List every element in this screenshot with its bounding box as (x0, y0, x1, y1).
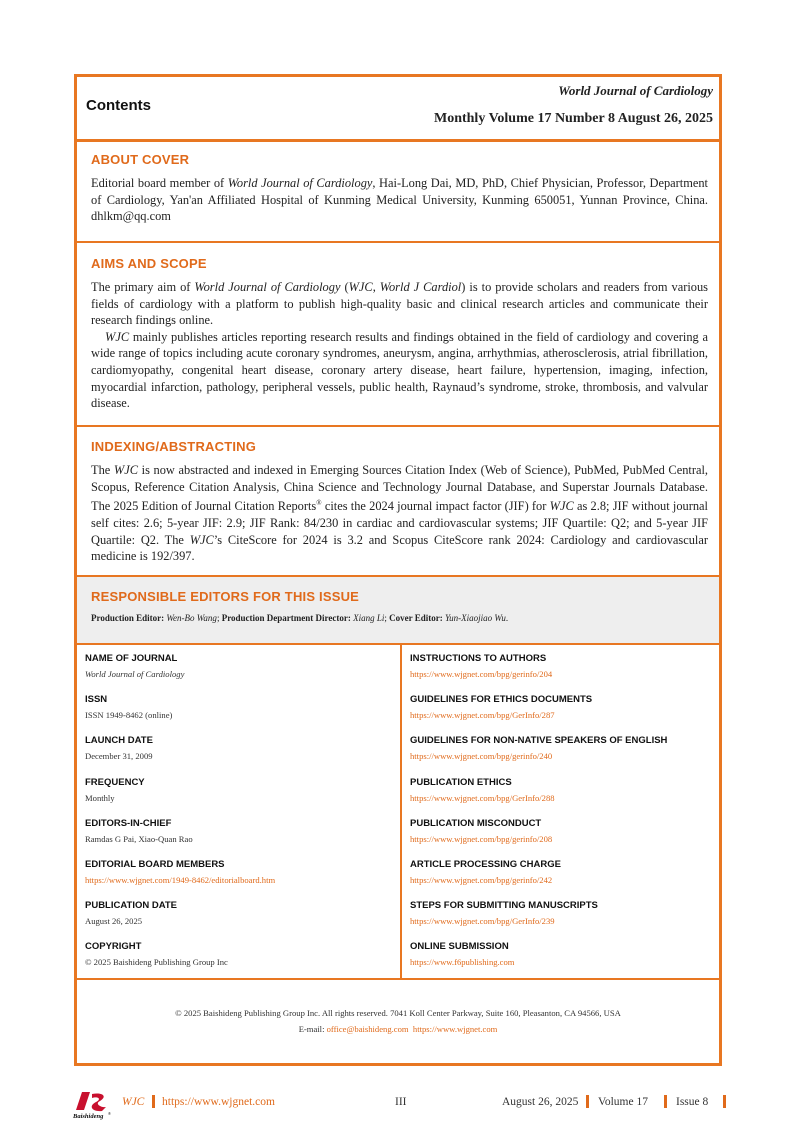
info-label: PUBLICATION DATE (85, 900, 178, 912)
info-link[interactable]: https://www.wjgnet.com/bpg/gerinfo/208 (410, 833, 553, 844)
info-cell (77, 810, 400, 851)
text: cites the 2024 journal impact factor (JIF) for (321, 499, 550, 514)
info-label: COPYRIGHT (85, 941, 142, 953)
info-label: LAUNCH DATE (85, 735, 153, 747)
volume-label: Volume 17 (598, 1096, 648, 1108)
website-link[interactable]: https://www.wjgnet.com (412, 1024, 498, 1034)
journal-info-grid (77, 645, 719, 980)
info-cell (402, 851, 719, 892)
info-cell (77, 933, 400, 974)
paragraph (91, 279, 708, 329)
info-label: GUIDELINES FOR ETHICS DOCUMENTS (410, 694, 593, 706)
info-link[interactable]: https://www.wjgnet.com/bpg/gerinfo/242 (410, 874, 553, 885)
info-value: December 31, 2009 (85, 751, 153, 762)
footer-contact (77, 1021, 719, 1037)
separator (586, 1095, 589, 1108)
info-label: EDITORIAL BOARD MEMBERS (85, 858, 225, 870)
section-body: Production Editor: Wen-Bo Wang; Production Department Director: Xiang Li; Cover Editor: Yun-Xiaojiao Wu. (91, 613, 509, 623)
editor-name: Xiang Li (353, 613, 385, 623)
info-value: August 26, 2025 (85, 916, 143, 927)
info-label: EDITORS-IN-CHIEF (85, 817, 172, 829)
info-link[interactable]: https://www.wjgnet.com/bpg/GerInfo/288 (410, 792, 555, 803)
info-label: FREQUENCY (85, 776, 145, 788)
info-cell (77, 892, 400, 933)
text: The (91, 463, 114, 477)
text: Editorial board member of (91, 176, 228, 190)
indexing-section (77, 427, 719, 577)
text: ) is to provide scholars and readers from various fields of cardiology with a platform to publish high-quality basic and clinical research articles and communicate their research findings online. (91, 280, 708, 328)
info-value: © 2025 Baishideng Publishing Group Inc (85, 957, 228, 968)
section-title: ABOUT COVER (91, 152, 190, 167)
info-cell (402, 686, 719, 727)
journal-name: World Journal of Cardiology (558, 83, 713, 98)
info-label: INSTRUCTIONS TO AUTHORS (410, 653, 547, 664)
info-cell (402, 810, 719, 851)
abbr-italic: WJC (348, 280, 373, 294)
text: The primary aim of (91, 280, 195, 294)
editor-label: Cover Editor: (389, 613, 443, 623)
info-cell (77, 645, 400, 686)
separator (152, 1095, 155, 1108)
registered-mark: ® (316, 499, 322, 508)
editor-label: Production Department Director: (221, 613, 351, 623)
separator (664, 1095, 667, 1108)
aims-scope-section (77, 243, 719, 427)
separator (723, 1095, 726, 1108)
section-body (91, 279, 708, 412)
editorial-board-link[interactable]: https://www.wjgnet.com/1949-8462/editorialboard.htm (85, 874, 276, 885)
email-label: E-mail: (298, 1024, 327, 1034)
info-cell (77, 686, 400, 727)
abbr-italic: WJC (105, 329, 130, 344)
info-label: STEPS FOR SUBMITTING MANUSCRIPTS (410, 900, 598, 912)
info-cell (77, 851, 400, 892)
abbr-italic: WJC (113, 463, 138, 477)
info-link[interactable]: https://www.wjgnet.com/bpg/gerinfo/204 (410, 669, 553, 679)
info-value: World Journal of Cardiology (85, 669, 185, 679)
info-link[interactable]: https://www.f6publishing.com (410, 957, 515, 968)
abbr-italic: World J Cardiol (379, 280, 462, 294)
issue-date: August 26, 2025 (502, 1096, 579, 1108)
email-link[interactable]: office@baishideng.com (326, 1024, 409, 1034)
editor-name: Yun-Xiaojiao Wu (444, 613, 506, 623)
info-column-left (77, 645, 402, 978)
info-label: ARTICLE PROCESSING CHARGE (410, 858, 561, 870)
footer-address: © 2025 Baishideng Publishing Group Inc. All rights reserved. 7041 Koll Center Parkway, Suite 160, Pleasanton, CA 94566, USA (175, 1008, 621, 1018)
abbr-italic: WJC (189, 532, 214, 547)
info-cell (402, 645, 719, 686)
info-value: Ramdas G Pai, Xiao-Quan Rao (85, 833, 193, 844)
about-cover-section (77, 139, 719, 243)
info-label: ONLINE SUBMISSION (410, 941, 509, 953)
logo-text: Baishideng (73, 1113, 104, 1120)
page-title: Contents (86, 97, 151, 114)
info-label: NAME OF JOURNAL (85, 653, 178, 664)
info-column-right (402, 645, 719, 978)
info-cell (402, 892, 719, 933)
info-link[interactable]: https://www.wjgnet.com/bpg/gerinfo/240 (410, 751, 553, 762)
copyright-footer (77, 1005, 719, 1037)
text: is now abstracted and indexed in Emerging Sources Citation Index (Web of Science), PubMed, PubMed Central, Scopus, Reference Citation Analysis, China Science and Technology Journal Database, and Superstar Journals Database. The 2025 Edition of Journal Citation Reports (91, 463, 708, 514)
editor-label: Production Editor: (91, 613, 165, 623)
text: as 2.8; JIF without journal self cites: 2.6; 5-year JIF: 2.9; JIF Rank: 84/230 in cardiac and cardiovascular systems; JIF Quartile: Q2; and 5-year JIF Quartile: Q2. The (91, 499, 708, 547)
abbr-italic: WJC (549, 499, 574, 514)
page-number: III (395, 1096, 407, 1108)
text: mainly publishes articles reporting research results and findings obtained in the field of cardiology and covering a wide range of topics including acute coronary syndromes, aneurysm, angina, arrhythmias, atherosclerosis, atrial fibrillation, cardiomyopathy, congenital heart disease, coronary artery disease, heart failure, hypertension, imaging, infection, myocardial infarction, pathology, peripheral vessels, public health, Raynaud’s syndrome, stroke, thrombosis, and valvular disease. (91, 329, 708, 411)
text: , Hai-Long Dai, MD, PhD, Chief Physician, Professor, Department of Cardiology, Yan'an Affiliated Hospital of Kunming Medical University, Kunming 650051, Yunnan Province, China. dhlkm@qq.com (91, 176, 708, 224)
text: , (372, 280, 380, 294)
issue-label: Issue 8 (676, 1096, 709, 1108)
info-link[interactable]: https://www.wjgnet.com/bpg/GerInfo/239 (410, 916, 555, 927)
info-label: PUBLICATION ETHICS (410, 776, 512, 788)
section-title: INDEXING/ABSTRACTING (91, 439, 257, 454)
journal-url-link[interactable]: https://www.wjgnet.com (162, 1096, 275, 1108)
info-cell (402, 769, 719, 810)
responsible-editors-section (77, 577, 719, 645)
journal-abbr: WJC (122, 1096, 145, 1108)
info-link[interactable]: https://www.wjgnet.com/bpg/GerInfo/287 (410, 710, 555, 721)
info-cell (402, 727, 719, 768)
issue-line: Monthly Volume 17 Number 8 August 26, 2025 (433, 111, 713, 126)
contents-header (77, 77, 719, 142)
logo-registered-mark: ® (108, 1111, 111, 1116)
info-cell (77, 769, 400, 810)
baishideng-logo-icon (72, 1090, 114, 1120)
info-cell (402, 933, 719, 974)
text: ( (340, 280, 349, 294)
contents-page-frame (74, 74, 722, 1066)
info-label: ISSN (85, 694, 108, 706)
info-label: GUIDELINES FOR NON-NATIVE SPEAKERS OF ENGLISH (410, 735, 668, 747)
info-cell (77, 727, 400, 768)
journal-italic: World Journal of Cardiology (194, 280, 341, 294)
journal-italic: World Journal of Cardiology (227, 176, 373, 190)
section-title: AIMS AND SCOPE (91, 256, 207, 271)
text: ’s CiteScore for 2024 is 3.2 and Scopus CiteScore rank 2024: Cardiology and cardiovascular medicine is 192/397. (91, 532, 709, 564)
editor-name: Wen-Bo Wang (166, 613, 217, 623)
section-title: RESPONSIBLE EDITORS FOR THIS ISSUE (91, 589, 360, 604)
paragraph (91, 329, 708, 412)
info-label: PUBLICATION MISCONDUCT (410, 817, 542, 829)
page-footer-bar (72, 1090, 728, 1120)
section-body (91, 175, 708, 225)
info-value: Monthly (85, 792, 115, 803)
section-body (91, 462, 708, 565)
info-value: ISSN 1949-8462 (online) (85, 710, 173, 721)
